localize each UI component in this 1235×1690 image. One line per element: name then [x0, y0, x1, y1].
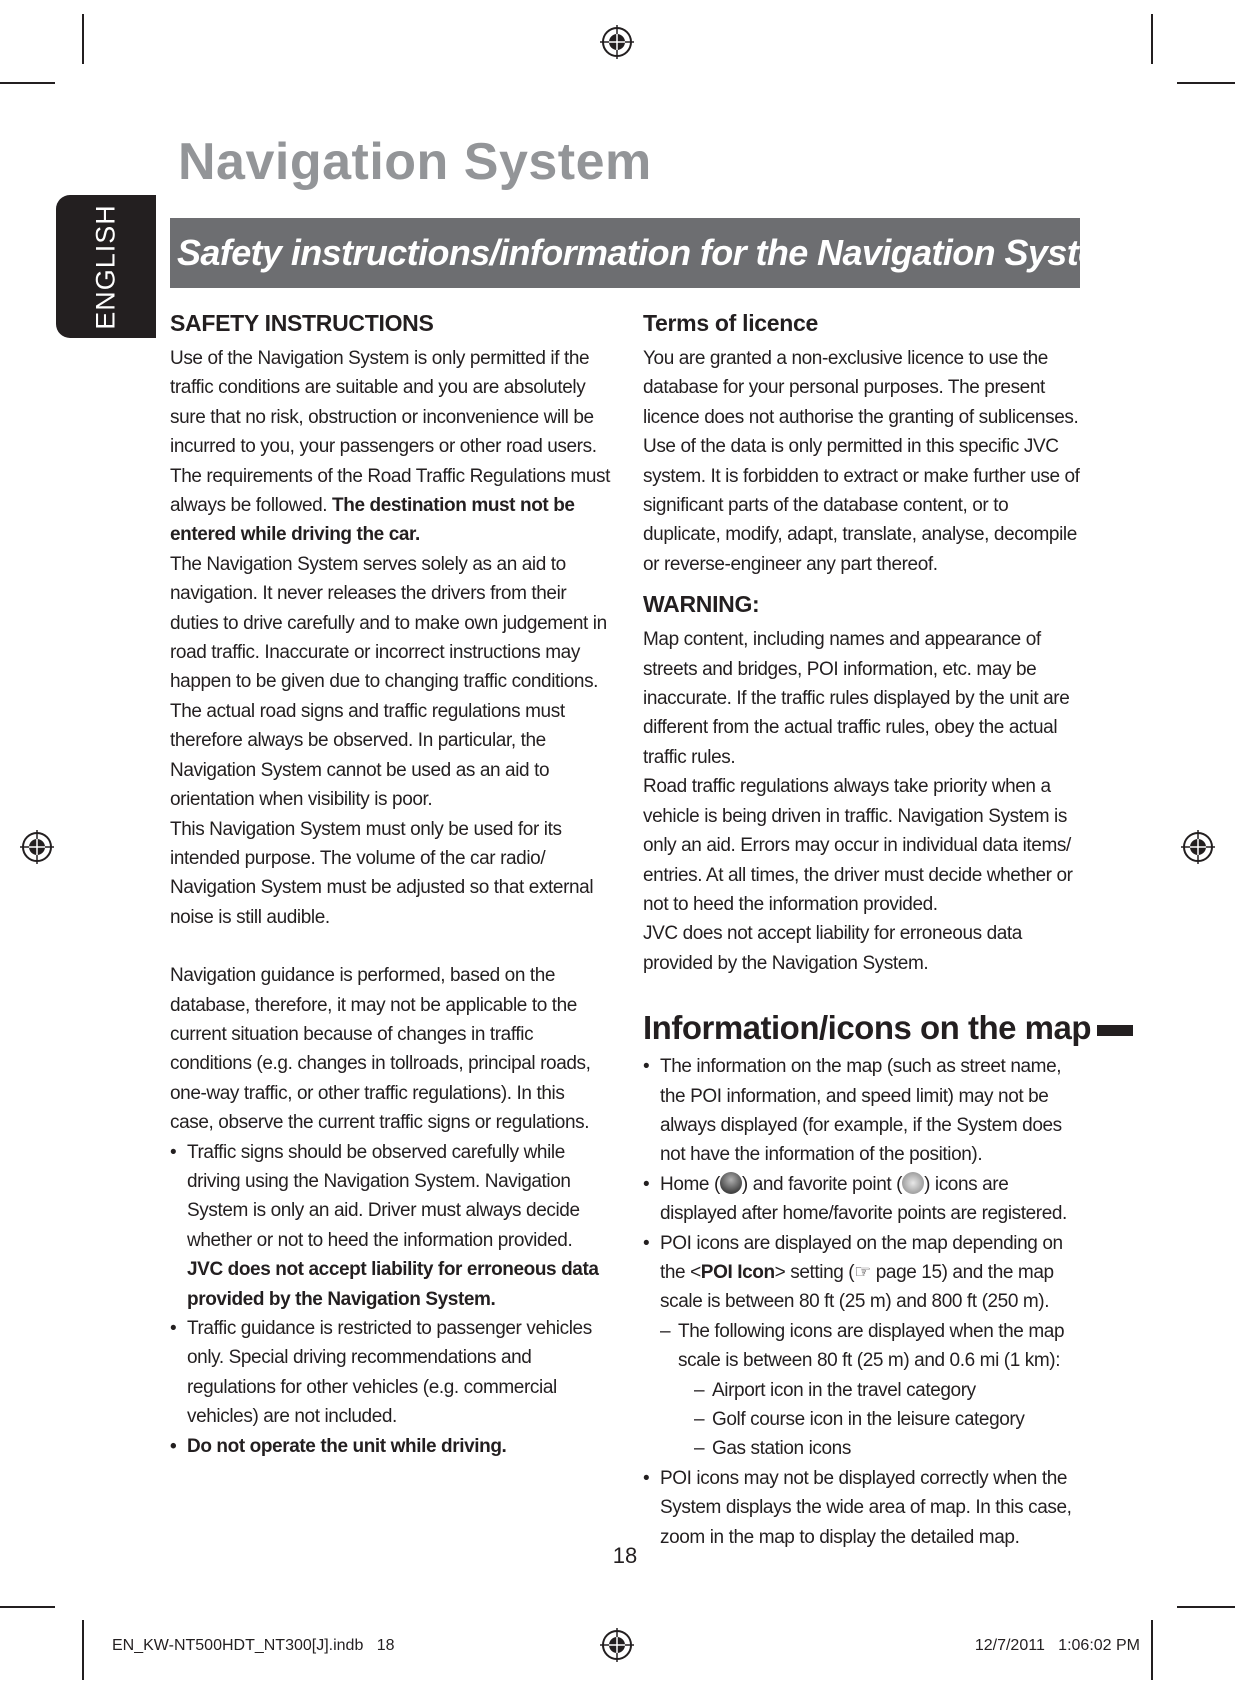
bullet-text: > setting (☞ page 15) and the map scale is between 80 ft (25 m) and 800 ft (250 m). [660, 1261, 1054, 1313]
section-banner [170, 218, 1129, 288]
crop-mark [82, 14, 84, 64]
licence-heading: Terms of licence [643, 310, 819, 336]
crop-mark [1177, 1606, 1235, 1608]
crop-mark [1151, 1620, 1153, 1680]
sub-sub-list-item: – Gas station icons [694, 1434, 1085, 1463]
info-bullet-list [643, 1052, 1085, 1552]
list-item: • POI icons may not be displayed correctly when the System displays the wide area of map. In this case, zoom in the map to display the detailed map. [643, 1464, 1085, 1552]
sub-sub-list-item: – Golf course icon in the leisure category [694, 1405, 1085, 1434]
sub-sub-list-item: – Airport icon in the travel category [694, 1376, 1085, 1405]
paragraph-text: Use of the Navigation System is only permitted if the traffic conditions are suitable and you are absolutely sure that no risk, obstruction or inconvenience will be incurred to you, your passengers or other road users. The requirements of the Road Traffic Regulations must always be followed. [170, 348, 610, 517]
bullet-bold-text: JVC does not accept liability for erroneous data provided by the Navigation System. [187, 1259, 599, 1310]
paragraph: This Navigation System must only be used for its intended purpose. The volume of the car radio/ Navigation System must be adjusted so that external noise is still audible. [170, 818, 594, 928]
crop-mark [1151, 14, 1153, 64]
sub-sub-list [678, 1376, 1085, 1464]
list-item: • Traffic guidance is restricted to passenger vehicles only. Special driving recommendations and regulations for other vehicles (e.g. commercial vehicles) are not included. [170, 1314, 610, 1432]
list-item: • The information on the map (such as street name, the POI information, and speed limit) may not be always displayed (for example, if the System does not have the information of the position). [643, 1052, 1085, 1170]
info-heading [643, 1006, 1092, 1050]
list-item: • Do not operate the unit while driving. [170, 1432, 610, 1461]
list-item [643, 1170, 1085, 1229]
footer-file-name: EN_KW-NT500HDT_NT300[J].indb 18 [112, 1637, 395, 1654]
heading-bar-icon [1097, 1025, 1133, 1036]
crop-mark [1177, 82, 1235, 84]
registration-mark-icon [1181, 830, 1215, 864]
bullet-bold-text: POI Icon [700, 1261, 775, 1283]
bullet-text: Home ( [660, 1173, 720, 1195]
safety-heading: SAFETY INSTRUCTIONS [170, 310, 434, 336]
paragraph: Navigation guidance is performed, based on the database, therefore, it may not be applicable to the current situation because of changes in traffic conditions (e.g. changes in tollroads, principal roads, one-way traffic, or other traffic regulations). In this case, observe the current traffic signs or regulations. [170, 965, 591, 1134]
right-column [643, 306, 1092, 1552]
paragraph: JVC does not accept liability for erroneous data provided by the Navigation System. [643, 923, 1022, 974]
list-item [170, 1138, 610, 1314]
sub-list-item [660, 1317, 1085, 1464]
registration-mark-icon [600, 1628, 634, 1662]
language-label: ENGLISH [90, 203, 121, 330]
sub-list [660, 1317, 1085, 1464]
bullet-text: ) and favorite point ( [741, 1173, 903, 1195]
registration-mark-icon [600, 25, 634, 59]
crop-mark [82, 1620, 84, 1680]
paragraph: The Navigation System serves solely as an aid to navigation. It never releases the drivers from their duties to drive carefully and to make own judgement in road traffic. Inaccurate or incorrect instructions may happen to be given due to changing traffic conditions. The actual road signs and traffic regulations must therefore always be observed. In particular, the Navigation System cannot be used as an aid to orientation when visibility is poor. [170, 553, 607, 811]
registration-mark-icon [20, 830, 54, 864]
section-title: Safety instructions/information for the Navigation System [177, 232, 1129, 273]
paragraph: Map content, including names and appearance of streets and bridges, POI information, etc. may be inaccurate. If the traffic rules displayed by the unit are different from the actual traffic rules, obey the actual traffic rules. [643, 629, 1070, 768]
safety-bullet-list [170, 1138, 610, 1461]
page-title: Navigation System [178, 133, 652, 191]
bullet-text: ) icons are displayed after home/favorite points are registered. [660, 1173, 1067, 1225]
favorite-star-icon [902, 1172, 924, 1194]
paragraph: You are granted a non-exclusive licence to use the database for your personal purposes. The present licence does not authorise the granting of sublicenses. Use of the data is only permitted in this specific JVC system. It is forbidden to extract or make further use of significant parts of the database content, or to duplicate, modify, adapt, translate, analyse, decompile or reverse-engineer any part thereof. [643, 348, 1080, 575]
crop-mark [0, 1606, 55, 1608]
info-heading-text: Information/icons on the map [643, 1009, 1092, 1047]
paragraph: Road traffic regulations always take priority when a vehicle is being driven in traffic. Navigation System is only an aid. Errors may occur in individual data items/ entries. At all times, the driver must decide whether or not to heed the information provided. [643, 776, 1073, 915]
language-tab [56, 195, 156, 338]
bullet-text: POI icons are displayed on the map depending on the < [660, 1232, 1063, 1283]
sub-list-text: The following icons are displayed when the map scale is between 80 ft (25 m) and 0.6 mi (1 km): [678, 1320, 1065, 1372]
left-column [170, 306, 610, 1461]
home-icon [720, 1172, 742, 1194]
warning-heading: WARNING: [643, 591, 760, 618]
footer-timestamp: 12/7/2011 1:06:02 PM [974, 1637, 1140, 1654]
paragraph [170, 344, 610, 550]
crop-mark [0, 82, 55, 84]
paragraph-bold-text: The destination must not be entered while driving the car. [170, 495, 575, 546]
list-item [643, 1229, 1085, 1464]
page-number: 18 [612, 1543, 638, 1568]
bullet-text: Traffic signs should be observed carefully while driving using the Navigation System. Navigation System is only an aid. Driver must always decide whether or not to heed the information provided. [187, 1141, 580, 1251]
